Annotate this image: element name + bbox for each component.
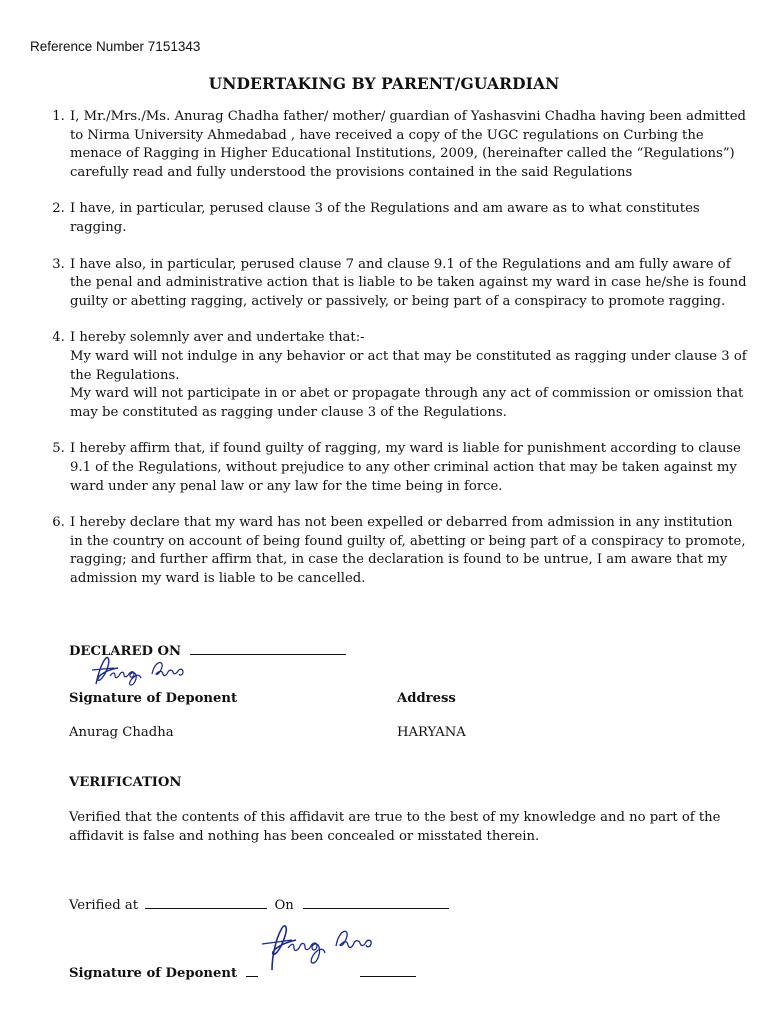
clause-list	[48, 108, 749, 606]
on-date-blank	[303, 896, 449, 909]
clause-item: 6. I hereby declare that my ward has not been expelled or debarred from admission in any institution in the country on account of being found guilty of, abetting or being part of a conspiracy to promote, ragging; and further affirm that, in case the declaration is found to be untrue, I am aware that my admission my ward is liable to be cancelled.	[69, 514, 749, 588]
signature-blank-right	[360, 964, 416, 977]
declared-on-blank	[190, 642, 346, 655]
verification-heading: VERIFICATION	[69, 775, 182, 790]
on-label: On	[274, 898, 294, 913]
clause-item: 5. I hereby affirm that, if found guilty of ragging, my ward is liable for punishment according to clause 9.1 of the Regulations, without prejudice to any other criminal action that may be taken against my ward under any penal law or any law for the time being in force.	[69, 440, 749, 496]
signature-blank-left	[246, 964, 258, 977]
verified-at-label: Verified at	[69, 898, 139, 913]
deponent-name: Anurag Chadha	[69, 725, 174, 740]
signature-of-deponent-label: Signature of Deponent	[69, 691, 238, 706]
clause-lead: 4. I hereby solemnly aver and undertake that:-	[70, 330, 365, 346]
clause-item: 1. I, Mr./Mrs./Ms. Anurag Chadha father/ mother/ guardian of Yashasvini Chadha having been admitted to Nirma University Ahmedabad , have received a copy of the UGC regulations on Curbing the menace of Ragging in Higher Educational Institutions, 2009, (hereinafter called the “Regulations”) carefully read and fully understood the provisions contained in the said Regulations	[69, 108, 749, 182]
clause-item: 3. I have also, in particular, perused clause 7 and clause 9.1 of the Regulations and am fully aware of the penal and administrative action that is liable to be taken against my ward in case he/she is found guilty or abetting ragging, actively or passively, or being part of a conspiracy to promote ragging.	[69, 256, 749, 312]
clause-item	[69, 329, 749, 422]
verification-text: Verified that the contents of this affidavit are true to the best of my knowledge and no part of the affidavit is false and nothing has been concealed or misstated therein.	[69, 810, 721, 844]
reference-number: Reference Number 7151343	[30, 39, 201, 54]
verified-at-line	[69, 896, 449, 913]
clause-subline: My ward will not indulge in any behavior or act that may be constituted as ragging under clause 3 of the Regulations.	[70, 348, 747, 383]
verified-at-blank	[145, 896, 267, 909]
document-title: UNDERTAKING BY PARENT/GUARDIAN	[208, 74, 560, 93]
address-value: HARYANA	[397, 725, 466, 740]
clause-item: 2. I have, in particular, perused clause 3 of the Regulations and am aware as to what constitutes ragging.	[69, 200, 749, 237]
clause-subline: My ward will not participate in or abet or propagate through any act of commission or omission that may be constituted as ragging under clause 3 of the Regulations.	[70, 386, 744, 420]
declared-on-label: DECLARED ON	[69, 644, 182, 659]
final-signature-line	[69, 964, 416, 981]
final-signature-label: Signature of Deponent	[69, 966, 238, 981]
signature-image-icon	[88, 654, 188, 690]
address-label: Address	[397, 691, 456, 706]
